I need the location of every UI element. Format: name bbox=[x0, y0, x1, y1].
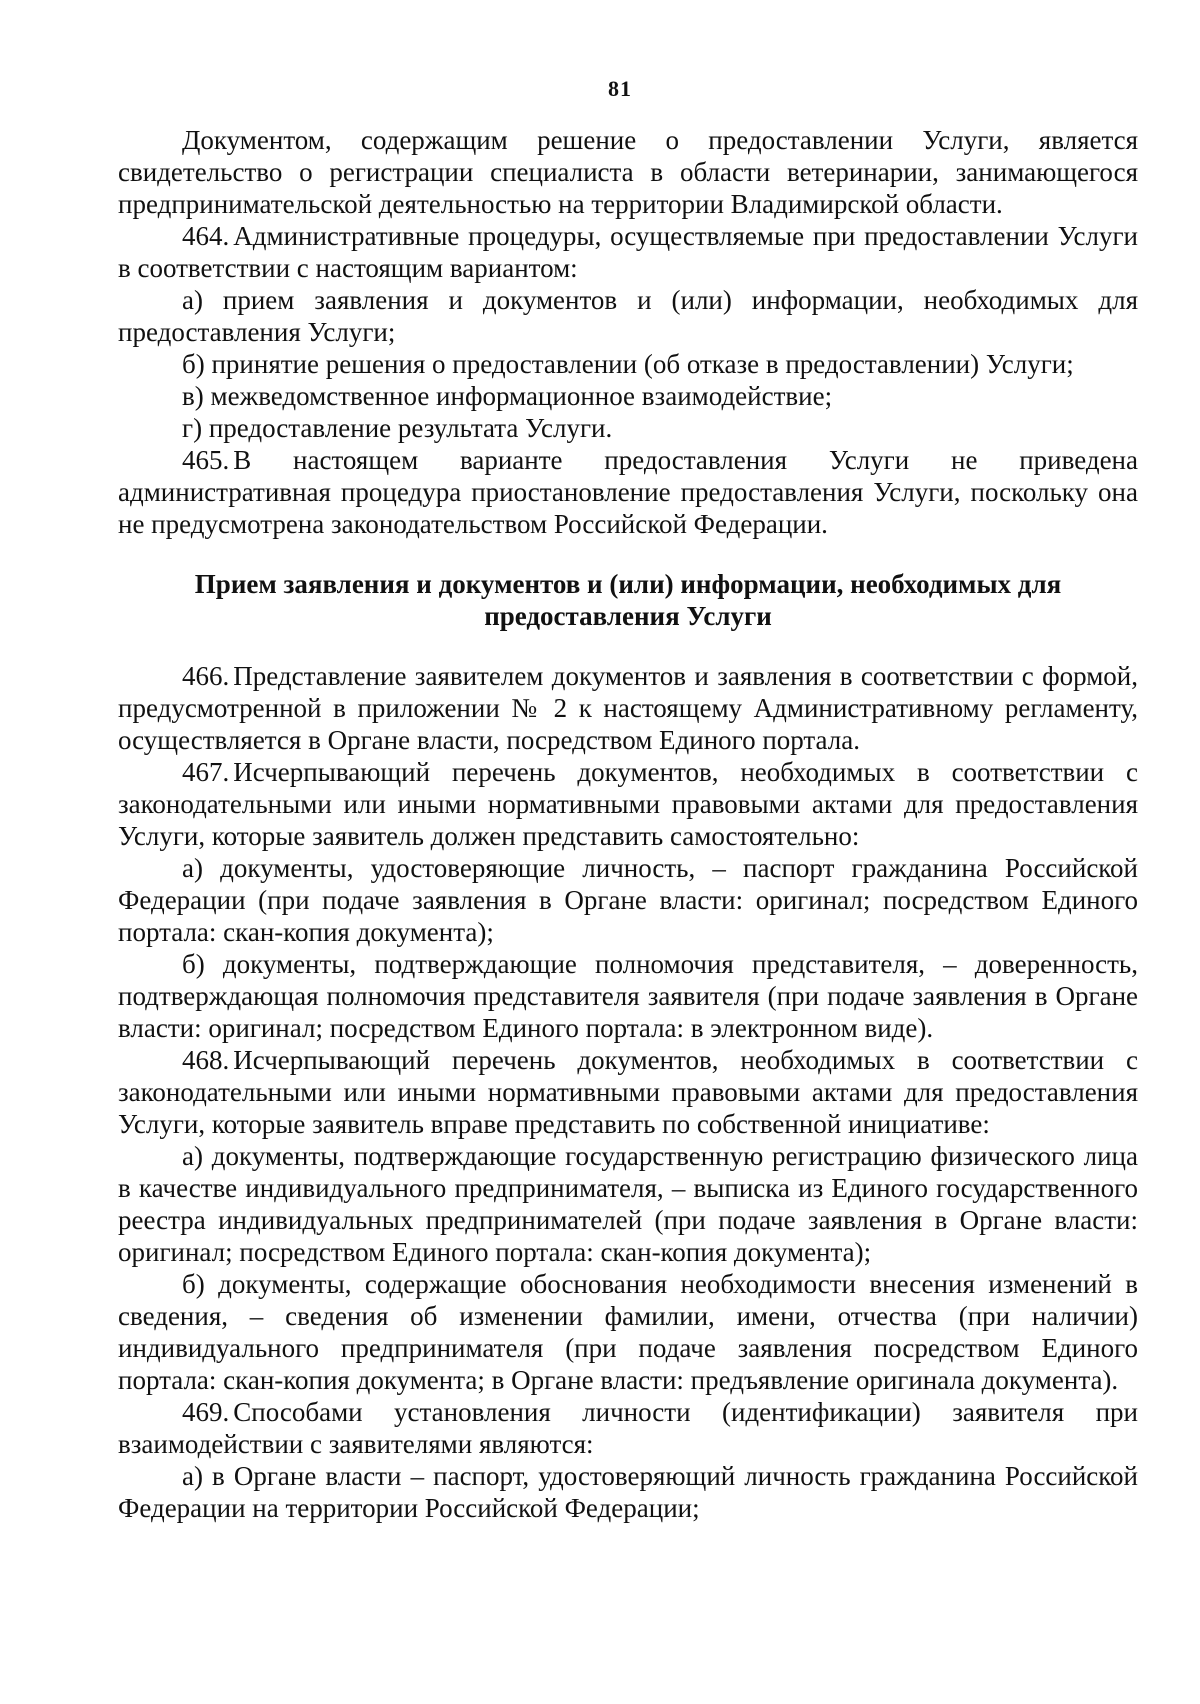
paragraph-number: 464. bbox=[182, 221, 230, 251]
page-number: 81 bbox=[608, 76, 632, 101]
paragraph-text: а) в Органе власти – паспорт, удостоверяющий личность гражданина Российской Федерации на территории Российской Федерации; bbox=[118, 1461, 1138, 1523]
section-heading: Прием заявления и документов и (или) информации, необходимых для предоставления Услуги bbox=[194, 569, 1062, 631]
paragraph bbox=[118, 1044, 1138, 1140]
paragraph bbox=[118, 284, 1138, 348]
paragraphs-before-heading bbox=[118, 124, 1138, 540]
paragraph-text: а) прием заявления и документов и (или) информации, необходимых для предоставления Услуги; bbox=[118, 285, 1138, 347]
paragraph-text: а) документы, удостоверяющие личность, – паспорт гражданина Российской Федерации (при подаче заявления в Органе власти: оригинал; посредством Единого портала: скан-копия документа); bbox=[118, 853, 1138, 947]
paragraph-text: б) документы, содержащие обоснования необходимости внесения изменений в сведения, – сведения об изменении фамилии, имени, отчества (при наличии) индивидуального предпринимателя (при подаче заявления посредством Единого портала: скан-копия документа; в Органе власти: предъявление оригинала документа). bbox=[118, 1269, 1138, 1395]
paragraph-text: Представление заявителем документов и заявления в соответствии с формой, предусмотренной в приложении № 2 к настоящему Административному регламенту, осуществляется в Органе власти, посредством Единого портала. bbox=[118, 661, 1138, 755]
paragraph bbox=[118, 444, 1138, 540]
paragraph-text: Способами установления личности (идентификации) заявителя при взаимодействии с заявителями являются: bbox=[118, 1397, 1138, 1459]
paragraph bbox=[118, 412, 1138, 444]
paragraph-number: 466. bbox=[182, 661, 230, 691]
paragraph bbox=[118, 380, 1138, 412]
paragraph-text: Административные процедуры, осуществляемые при предоставлении Услуги в соответствии с настоящим вариантом: bbox=[118, 221, 1138, 283]
paragraph bbox=[118, 756, 1138, 852]
paragraph-number: 467. bbox=[182, 757, 230, 787]
paragraph bbox=[118, 1140, 1138, 1268]
paragraph bbox=[118, 1396, 1138, 1460]
paragraph-number: 468. bbox=[182, 1045, 230, 1075]
paragraph-text: В настоящем варианте предоставления Услуги не приведена административная процедура приостановление предоставления Услуги, поскольку она не предусмотрена законодательством Российской Федерации. bbox=[118, 445, 1138, 539]
paragraph bbox=[118, 1460, 1138, 1524]
paragraph-text: Документом, содержащим решение о предоставлении Услуги, является свидетельство о регистрации специалиста в области ветеринарии, занимающегося предпринимательской деятельностью на территории Владимирской области. bbox=[118, 125, 1138, 219]
document-body bbox=[118, 124, 1138, 1524]
paragraph-text: б) принятие решения о предоставлении (об отказе в предоставлении) Услуги; bbox=[182, 349, 1074, 379]
paragraph bbox=[118, 948, 1138, 1044]
paragraph bbox=[118, 220, 1138, 284]
paragraph-text: Исчерпывающий перечень документов, необходимых в соответствии с законодательными или иными нормативными правовыми актами для предоставления Услуги, которые заявитель должен представить самостоятельно: bbox=[118, 757, 1138, 851]
paragraph bbox=[118, 348, 1138, 380]
paragraph bbox=[118, 852, 1138, 948]
paragraph-number: 465. bbox=[182, 445, 230, 475]
paragraphs-after-heading bbox=[118, 660, 1138, 1524]
paragraph bbox=[118, 660, 1138, 756]
paragraph bbox=[118, 124, 1138, 220]
paragraph-text: Исчерпывающий перечень документов, необходимых в соответствии с законодательными или иными нормативными правовыми актами для предоставления Услуги, которые заявитель вправе представить по собственной инициативе: bbox=[118, 1045, 1138, 1139]
paragraph-text: б) документы, подтверждающие полномочия представителя, – доверенность, подтверждающая полномочия представителя заявителя (при подаче заявления в Органе власти: оригинал; посредством Единого портала: в электронном виде). bbox=[118, 949, 1138, 1043]
paragraph-text: а) документы, подтверждающие государственную регистрацию физического лица в качестве индивидуального предпринимателя, – выписка из Единого государственного реестра индивидуальных предпринимателей (при подаче заявления в Органе власти: оригинал; посредством Единого портала: скан-копия документа); bbox=[118, 1141, 1138, 1267]
paragraph-number: 469. bbox=[182, 1397, 230, 1427]
paragraph-text: в) межведомственное информационное взаимодействие; bbox=[182, 381, 833, 411]
paragraph-text: г) предоставление результата Услуги. bbox=[182, 413, 613, 443]
paragraph bbox=[118, 1268, 1138, 1396]
